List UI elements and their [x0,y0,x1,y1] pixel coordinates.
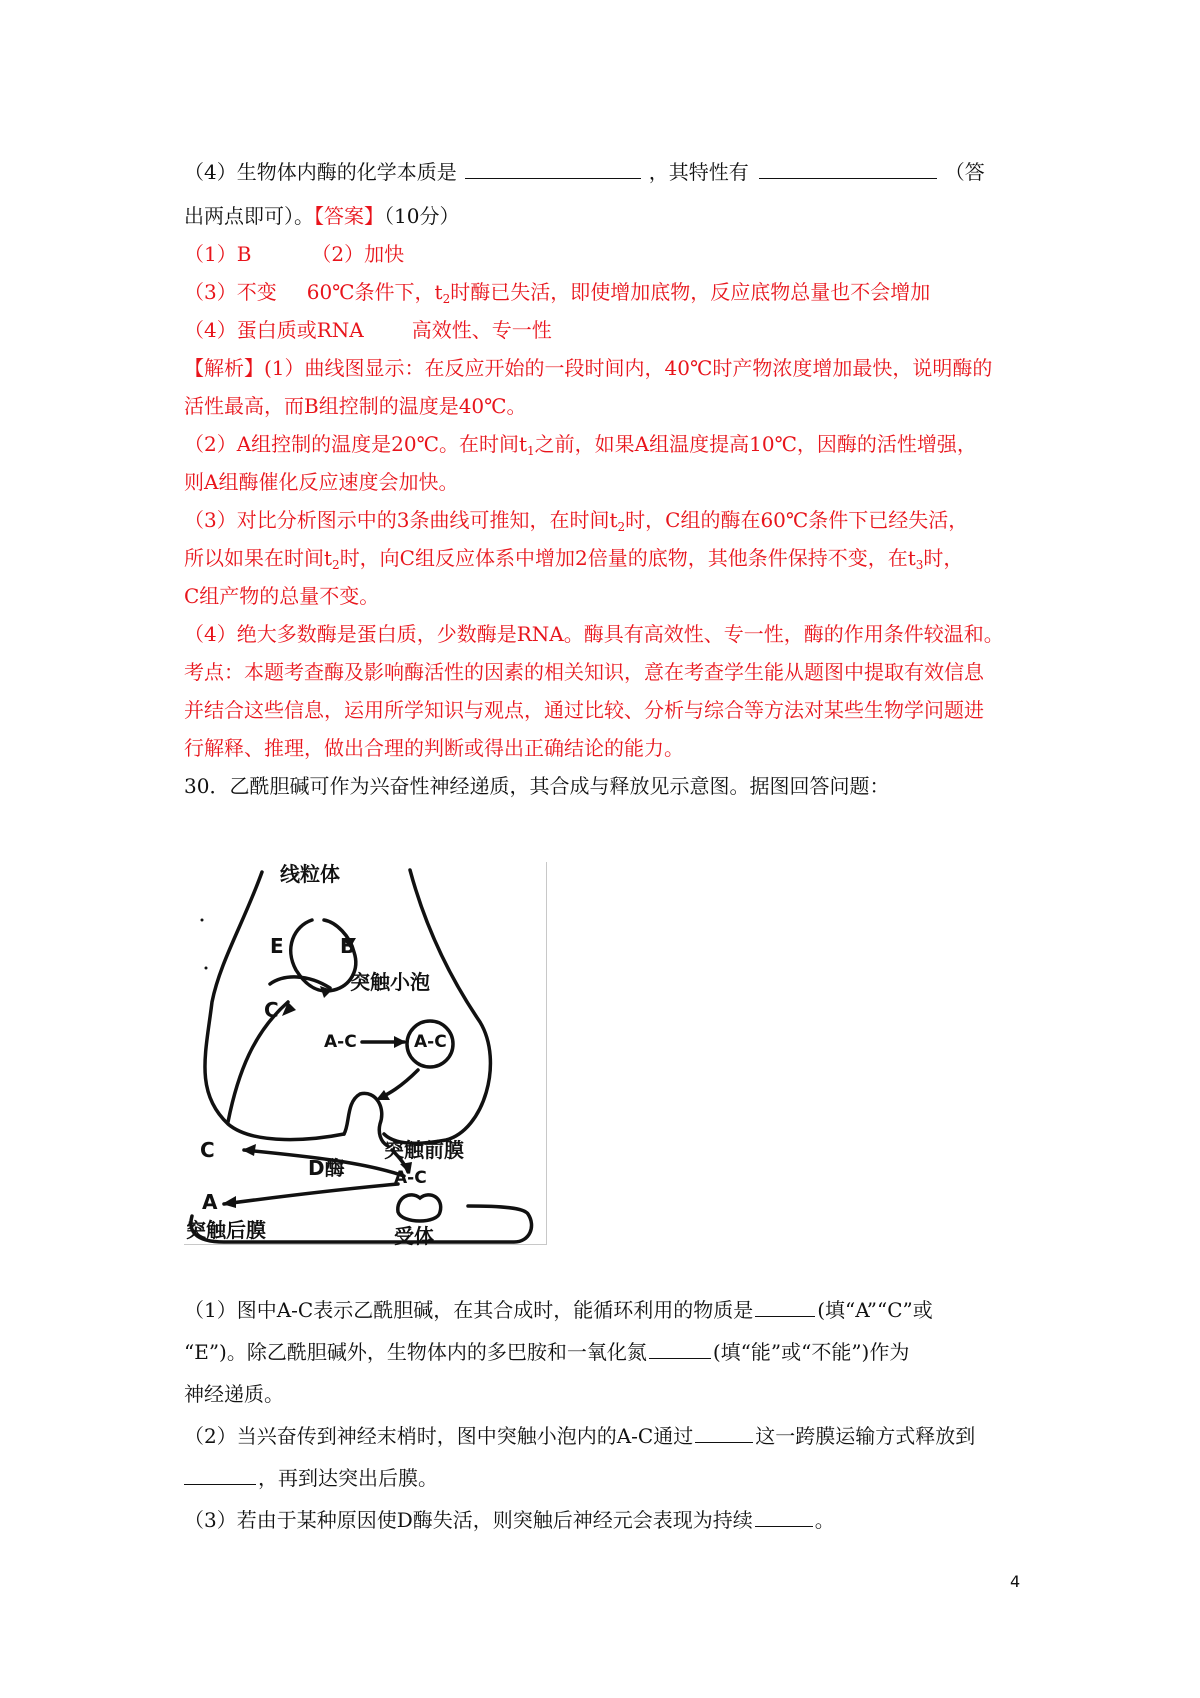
answer-blank [184,1468,256,1485]
analysis-p1-line1 [184,354,1032,382]
receptor-shape [398,1195,441,1221]
analysis-text: 时， [923,546,964,570]
synapse-diagram-drawing [184,862,546,1244]
question-text: （1）图中A-C表示乙酰胆碱，在其合成时，能循环利用的物质是 [184,1298,754,1322]
label-presynaptic: 突触前膜 [384,1138,464,1162]
answer-line-3 [184,278,1032,313]
answer-line-1-2 [184,240,1032,268]
answer-3-prefix: （3）不变 [184,280,277,304]
analysis-text: 所以如果在时间t [184,546,333,570]
analysis-p3-line3: C组产物的总量不变。 [184,584,380,608]
label-d-enzyme: D酶 [308,1156,345,1180]
analysis-p4-line1: （4）绝大多数酶是蛋白质，少数酶是RNA。酶具有高效性、专一性，酶的作用条件较温和。 [184,622,1004,646]
presynaptic-outline-right [384,870,490,1143]
answer-4-prefix: （4）蛋白质或RNA [184,318,364,342]
analysis-p3-line1 [184,506,1032,541]
arrowhead [222,1196,236,1208]
q30-sub1-line1 [184,1296,1032,1324]
q29-part4-prefix: （4）生物体内酶的化学本质是 [184,160,457,184]
label-ac-cleft: A-C [394,1168,427,1188]
kaodian-line2: 并结合这些信息，运用所学知识与观点，通过比较、分析与综合等方法对某些生物学问题进 [184,698,984,722]
analysis-text: 时，向C组反应体系中增加2倍量的底物，其他条件保持不变，在t [339,546,916,570]
label-b: B [340,934,356,958]
answer-2: （2）加快 [311,242,405,266]
exocytosis-loop [344,1093,388,1146]
kaodian-line3: 行解释、推理，做出合理的判断或得出正确结论的能力。 [184,736,684,760]
answer-3-temp: 60℃条件下，t [306,280,443,304]
question-text: 。 [814,1508,835,1532]
q30-sub1-line2 [184,1338,1032,1366]
analysis-p1-line2: 活性最高，而B组控制的温度是40℃。 [184,394,527,418]
label-postsynaptic: 突触后膜 [186,1218,266,1242]
question-text: （3）若由于某种原因使D酶失活，则突触后神经元会表现为持续 [184,1508,753,1532]
arrowhead [242,1144,256,1156]
q29-part4-middle: ，其特性有 [648,160,749,184]
analysis-text: （3）对比分析图示中的3条曲线可推知，在时间t [184,508,618,532]
q29-part4-suffix: （答 [944,160,985,184]
arrow-ac-to-a [224,1184,398,1204]
synapse-diagram [184,862,547,1248]
q30-sub2-line2 [184,1464,1032,1492]
analysis-p2-line1 [184,430,1032,465]
speck [205,967,208,970]
speck [201,919,204,922]
q30-sub1-line3: 神经递质。 [184,1382,284,1406]
answer-line-4 [184,316,1032,344]
label-mitochondria: 线粒体 [280,862,340,886]
subscript: 3 [915,558,924,572]
question-text: “E”)。除乙酰胆碱外，生物体内的多巴胺和一氧化氮 [184,1340,647,1364]
label-vesicle: 突触小泡 [350,970,430,994]
answer-blank [759,158,937,179]
analysis-p3-line2 [184,544,1032,579]
q30-stem: 30．乙酰胆碱可作为兴奋性神经递质，其合成与释放见示意图。据图回答问题： [184,774,890,798]
question-text: ，再到达突出后膜。 [258,1466,438,1490]
label-ac-vesicle: A-C [414,1032,447,1052]
answer-3-rest: 时酶已失活，即使增加底物，反应底物总量也不会增加 [450,280,931,304]
analysis-p2-line2: 则A组酶催化反应速度会加快。 [184,470,459,494]
analysis-text: (1）曲线图显示：在反应开始的一段时间内，40℃时产物浓度增加最快，说明酶的 [264,356,993,380]
analysis-text: 之前，如果A组温度提高10℃，因酶的活性增强， [534,432,977,456]
answer-score: （10分） [384,204,460,228]
label-c-left: C [264,998,279,1022]
q30-sub3 [184,1506,1032,1534]
answer-blank [755,1510,813,1527]
q30-sub2-line1 [184,1422,1032,1450]
answer-blank [755,1300,815,1317]
subscript: 2 [442,292,451,306]
label-ac-mid: A-C [324,1032,357,1052]
answer-1: （1）B [184,242,252,266]
label-receptor: 受体 [394,1224,434,1248]
arrowhead [394,1036,406,1048]
question-text: 这一跨膜运输方式释放到 [755,1424,976,1448]
answer-blank [465,158,641,179]
label-e: E [270,934,284,958]
subscript: 2 [617,520,626,534]
answer-4-rest: 高效性、专一性 [411,318,552,342]
kaodian-line1: 考点：本题考查酶及影响酶活性的因素的相关知识，意在考查学生能从题图中提取有效信息 [184,660,984,684]
analysis-text: 时，C组的酶在60℃条件下已经失活， [625,508,969,532]
answer-blank [695,1426,753,1443]
subscript: 1 [527,444,535,458]
question-text: (填“能”或“不能”)作为 [712,1340,910,1364]
page-number: 4 [1010,1572,1021,1591]
q29-part4-line1 [184,158,1032,186]
arrow-recycle-c [228,1002,288,1122]
answer-blank [649,1342,711,1359]
question-text: (填“A”“C”或 [817,1298,933,1322]
analysis-tag: 【解析】 [184,356,264,380]
analysis-text: （2）A组控制的温度是20℃。在时间t [184,432,528,456]
question-text: （2）当兴奋传到神经末梢时，图中突触小泡内的A-C通过 [184,1424,694,1448]
label-c-bottom: C [200,1138,215,1162]
subscript: 2 [332,558,340,572]
q29-part4-continuation: 出两点即可）。 [184,204,314,228]
label-a-bottom: A [202,1190,218,1214]
q29-part4-line2 [184,202,1032,230]
answer-tag: 【答案】 [314,204,384,228]
